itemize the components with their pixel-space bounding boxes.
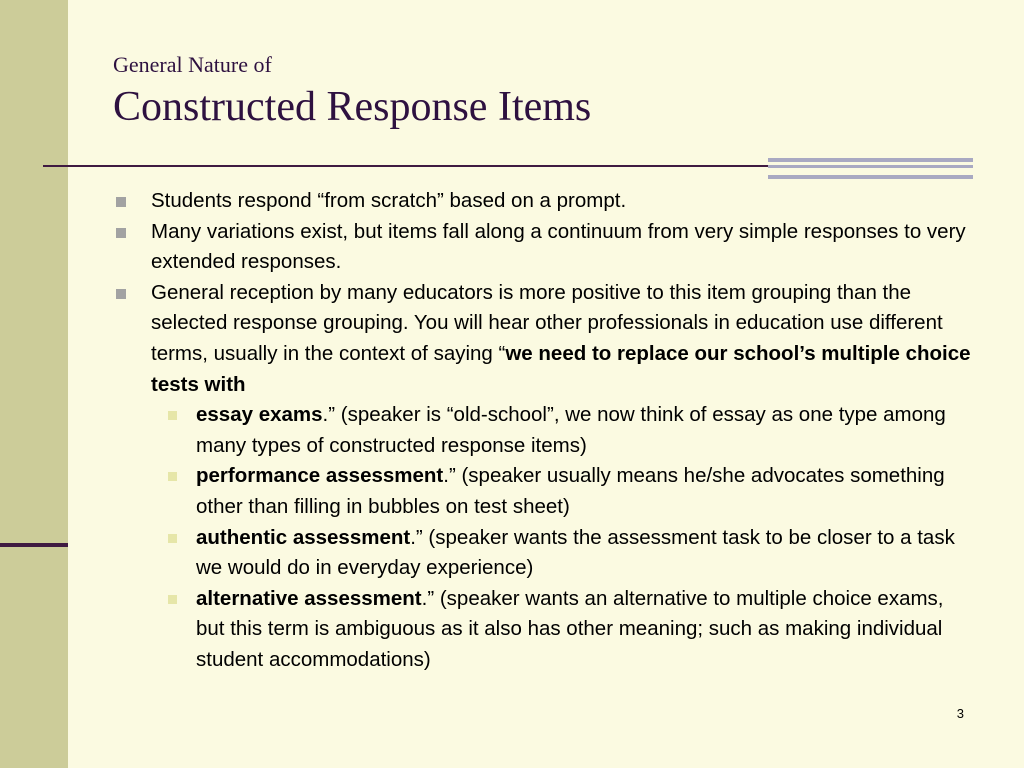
bullet-item: [112, 217, 972, 278]
square-bullet-icon: [116, 289, 126, 299]
slide-title: Constructed Response Items: [113, 84, 592, 130]
bullet-item: [112, 278, 972, 676]
square-bullet-icon: [116, 197, 126, 207]
sub-bullet-list: [151, 400, 972, 675]
bullet-text: Students respond “from scratch” based on a prompt.: [151, 189, 627, 212]
sub-bullet-text: .” (speaker is “old-school”, we now think of essay as one type among many types of constructed response items): [196, 403, 946, 457]
bullet-list: [112, 186, 972, 676]
bullet-text: General reception by many educators is more positive to this item grouping than the selected response grouping. You will hear other professionals in education use different terms, usually in the context of saying “: [151, 280, 943, 365]
slide-number: 3: [956, 706, 964, 721]
sub-bullet-text: .” (speaker wants an alternative to multiple choice exams, but this term is ambiguous as it also has other meaning; such as making individual student accommodations): [196, 586, 944, 671]
divider-decoration-bar: [768, 175, 973, 179]
bullet-item: [112, 186, 972, 217]
square-sub-bullet-icon: [168, 411, 177, 420]
sub-bullet-term: performance assessment: [196, 464, 444, 488]
bullet-text: Many variations exist, but items fall along a continuum from very simple responses to very extended responses.: [151, 219, 966, 274]
divider-decoration: [768, 158, 973, 178]
sub-bullet-item: [151, 523, 972, 584]
left-band-accent-line: [0, 543, 68, 547]
square-sub-bullet-icon: [168, 534, 177, 543]
slide-content: [112, 186, 972, 676]
title-block: [113, 52, 591, 133]
sub-bullet-text: .” (speaker usually means he/she advocates something other than filling in bubbles on test sheet): [196, 464, 945, 518]
sub-bullet-term: alternative assessment: [196, 586, 422, 610]
divider-decoration-bar: [768, 158, 973, 162]
sub-bullet-item: [151, 584, 972, 676]
left-decorative-band: [0, 0, 68, 768]
sub-bullet-item: [151, 461, 972, 522]
sub-bullet-item: [151, 400, 972, 461]
slide-subtitle: General Nature of: [113, 52, 272, 77]
sub-bullet-term: essay exams: [196, 403, 323, 427]
square-sub-bullet-icon: [168, 472, 177, 481]
bullet-bold-text: we need to replace our school’s multiple choice tests with: [151, 341, 971, 396]
sub-bullet-term: authentic assessment: [196, 525, 411, 549]
square-sub-bullet-icon: [168, 595, 177, 604]
divider-decoration-bar: [768, 165, 973, 168]
sub-bullet-text: .” (speaker wants the assessment task to be closer to a task we would do in everyday experience): [196, 525, 955, 580]
square-bullet-icon: [116, 228, 126, 238]
